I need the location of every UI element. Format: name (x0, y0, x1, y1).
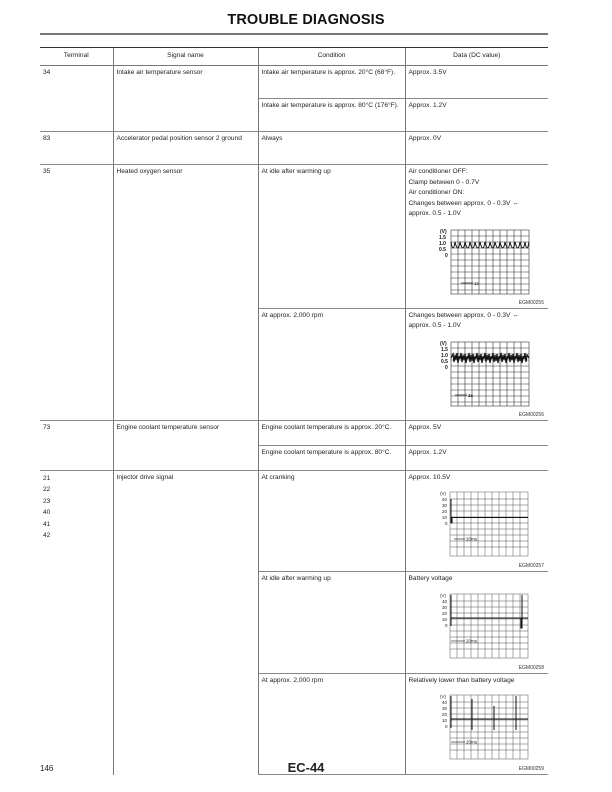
terminal-number: 40 (43, 509, 51, 517)
condition-cell: At approx. 2,000 rpm (258, 308, 405, 420)
title-rule (40, 33, 548, 35)
table-row (40, 420, 548, 445)
svg-text:20: 20 (441, 712, 447, 717)
column-header-condition: Condition (258, 48, 405, 66)
condition-cell: Intake air temperature is approx. 20°C (68°F). (258, 66, 405, 99)
data-line: Air conditioner OFF: (408, 168, 468, 175)
svg-text:0.5: 0.5 (440, 358, 448, 365)
terminal-number: 21 (43, 474, 51, 482)
svg-text:0: 0 (444, 622, 448, 628)
data-line: Air conditioner ON: (408, 189, 465, 196)
figure-code: EGM00258 (518, 664, 544, 671)
y-unit-label: (V) (439, 592, 446, 598)
svg-text:1.0: 1.0 (440, 352, 448, 359)
terminal-cell (40, 470, 113, 775)
terminal-cell: 73 (40, 420, 113, 470)
table-header-row (40, 48, 548, 66)
signal-name-cell: Intake air temperature sensor (113, 66, 258, 132)
svg-text:1.0: 1.0 (438, 240, 446, 247)
svg-text:30: 30 (441, 503, 447, 508)
table-row (40, 66, 548, 99)
figure-code: EGM00255 (518, 299, 544, 306)
svg-text:20: 20 (441, 610, 447, 616)
svg-text:40: 40 (441, 598, 447, 604)
condition-cell: At idle after warming up (258, 572, 405, 674)
svg-text:30: 30 (441, 604, 447, 610)
svg-text:1.5: 1.5 (440, 346, 448, 353)
svg-text:20ms: 20ms (465, 638, 477, 643)
condition-cell: Intake air temperature is approx. 80°C (176°F). (258, 99, 405, 132)
data-line: approx. 0.5 - 1.0V (408, 210, 461, 217)
condition-cell: Always (258, 132, 405, 165)
page-number: 146 (40, 764, 54, 773)
y-unit-label: (V) (439, 228, 447, 235)
svg-text:1s: 1s (473, 280, 479, 286)
data-line: Clamp between 0 - 0.7V (408, 178, 480, 186)
data-cell: Approx. 5V (405, 420, 548, 445)
svg-text:40: 40 (441, 497, 447, 502)
terminal-cell: 35 (40, 165, 113, 421)
terminal-number: 23 (43, 497, 51, 505)
y-unit-label: (V) (439, 694, 446, 699)
svg-text:0: 0 (444, 252, 448, 259)
terminal-cell: 34 (40, 66, 113, 132)
data-line: Relatively lower than battery voltage (408, 676, 515, 684)
svg-text:20ms: 20ms (465, 536, 477, 542)
column-header-data: Data (DC value) (405, 48, 548, 66)
condition-cell: Engine coolant temperature is approx. 20°C. (258, 420, 405, 445)
svg-text:10: 10 (441, 718, 447, 723)
signal-name-cell: Injector drive signal (113, 470, 258, 775)
data-cell: Approx. 0V (405, 132, 548, 165)
terminal-number: 22 (43, 486, 51, 494)
oscilloscope-waveform-figure (409, 338, 546, 410)
svg-text:40: 40 (441, 700, 447, 705)
data-cell (405, 470, 548, 572)
svg-text:0: 0 (444, 724, 448, 729)
condition-cell: At idle after warming up (258, 165, 405, 309)
terminal-number: 42 (43, 532, 51, 540)
data-cell (405, 165, 548, 309)
svg-text:0: 0 (444, 364, 448, 371)
section-page-code: EC-44 (287, 760, 325, 775)
data-cell: Approx. 3.5V (405, 66, 548, 99)
figure-code: EGM00257 (518, 563, 544, 569)
svg-text:0.5: 0.5 (438, 246, 446, 253)
signal-name-cell: Engine coolant temperature sensor (113, 420, 258, 470)
svg-text:30: 30 (441, 706, 447, 711)
data-line: approx. 0.5 - 1.0V (408, 322, 461, 329)
y-unit-label: (V) (439, 340, 447, 347)
svg-text:10: 10 (441, 515, 447, 520)
y-unit-label: (V) (439, 491, 446, 496)
oscilloscope-waveform-figure (409, 591, 546, 663)
column-header-terminal: Terminal (40, 48, 113, 66)
data-line: Battery voltage (408, 575, 453, 582)
data-line: Changes between approx. 0 - 0.3V ↔ (408, 199, 519, 207)
condition-cell: At approx. 2,000 rpm (258, 673, 405, 775)
data-line: Approx. 10.5V (408, 473, 451, 481)
oscilloscope-waveform-figure (409, 226, 546, 298)
condition-cell: At cranking (258, 470, 405, 572)
data-cell (405, 308, 548, 420)
oscilloscope-waveform-figure (409, 489, 546, 561)
table-row (40, 132, 548, 165)
page-title: TROUBLE DIAGNOSIS (227, 12, 385, 28)
svg-text:20: 20 (441, 509, 447, 514)
figure-code: EGM00259 (518, 766, 544, 772)
data-cell: Approx. 1.2V (405, 445, 548, 470)
data-line: Changes between approx. 0 - 0.3V ↔ (408, 311, 519, 319)
oscilloscope-waveform-figure (409, 692, 546, 764)
svg-text:10: 10 (441, 616, 447, 622)
figure-code: EGM00256 (518, 411, 544, 418)
diagnosis-table (40, 47, 548, 775)
column-header-signal-name: Signal name (113, 48, 258, 66)
table-row (40, 165, 548, 309)
svg-text:1s: 1s (467, 392, 473, 398)
condition-cell: Engine coolant temperature is approx. 80°C. (258, 445, 405, 470)
svg-text:20ms: 20ms (465, 739, 477, 745)
data-cell: Approx. 1.2V (405, 99, 548, 132)
signal-name-cell: Heated oxygen sensor (113, 165, 258, 421)
data-cell (405, 572, 548, 674)
signal-name-cell: Accelerator pedal position sensor 2 ground (113, 132, 258, 165)
table-row (40, 470, 548, 572)
terminal-number: 41 (43, 520, 51, 528)
svg-text:1.5: 1.5 (438, 234, 446, 241)
terminal-cell: 83 (40, 132, 113, 165)
svg-text:0: 0 (444, 521, 448, 526)
